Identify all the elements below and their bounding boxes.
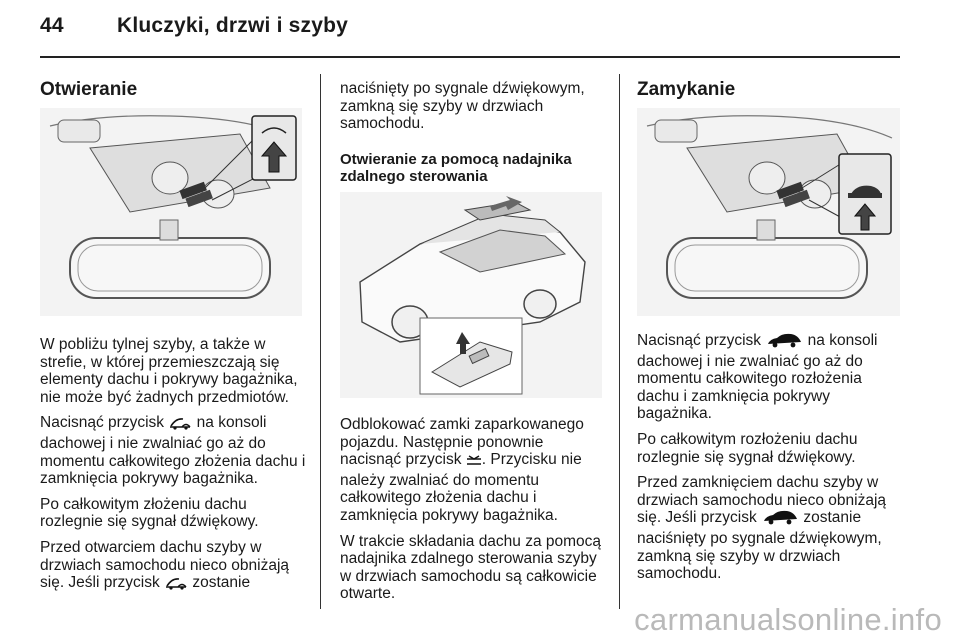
paragraph: W trakcie składania dachu za pomocą nadajnika zdalnego sterowania szyby w drzwiach samochodu są całkowicie otwarte. [340, 532, 602, 603]
overhead-console-open-figure [40, 108, 302, 316]
middle-column-bottom-text [340, 416, 602, 611]
paragraph: Po całkowitym rozłożeniu dachu rozlegnie się sygnał dźwiękowy. [637, 430, 858, 466]
paragraph: Odblokować zamki zaparkowanego pojazdu. Następnie ponownie nacisnąć przycisk . Przycisku nie należy zwalniać do momentu całkowitego złożenia dachu i zamknięcia pokrywy bagażnika. [340, 416, 584, 524]
column-divider-2 [619, 74, 620, 609]
convertible-open-icon [164, 576, 188, 595]
paragraph: Przed otwarciem dachu szyby w drzwiach samochodu nieco obniżają się. Jeśli przycisk zostanie [40, 539, 310, 595]
convertible-closed-icon [765, 332, 803, 353]
section-heading-open: Otwieranie [40, 79, 138, 100]
right-column-text [637, 332, 905, 591]
paragraph: Po całkowitym złożeniu dachu rozlegnie się sygnał dźwiękowy. [40, 495, 259, 531]
overhead-console-close-figure [637, 108, 900, 316]
page-title: Kluczyki, drzwi i szyby [117, 14, 349, 37]
column-divider-1 [320, 74, 321, 609]
watermark: carmanualsonline.info [634, 602, 942, 637]
left-column-text [40, 336, 310, 603]
paragraph: W pobliżu tylnej szyby, a także w strefie, w której przemieszczają się elementy dachu i pokrywy bagażnika, nie może być żadnych przedmiotów. [40, 336, 298, 406]
section-heading-close: Zamykanie [637, 79, 736, 100]
remote-unlock-icon [466, 454, 482, 472]
paragraph: Przed zamknięciem dachu szyby w drzwiach samochodu nieco obniżają się. Jeśli przycisk zostanie naciśnięty po sygnale dźwiękowym, zamkną się szyby w drzwiach samochodu. [637, 474, 887, 583]
paragraph: Nacisnąć przycisk na konsoli dachowej i nie zwalniać go aż do momentu całkowitego złożenia dachu i zamknięcia pokrywy bagażnika. [40, 414, 306, 488]
header-rule [40, 56, 900, 58]
convertible-closed-icon [761, 509, 799, 530]
page-number: 44 [40, 14, 64, 37]
middle-column-top-text [340, 80, 602, 195]
car-remote-figure [340, 192, 602, 398]
paragraph: naciśnięty po sygnale dźwiękowym, zamkną się szyby w drzwiach samochodu. [340, 80, 585, 133]
convertible-open-icon [168, 416, 192, 435]
paragraph: Nacisnąć przycisk na konsoli dachowej i nie zwalniać go aż do momentu całkowitego rozłożenia dachu i zamknięcia pokrywy bagażnika. [637, 332, 878, 423]
subheading-remote-open: Otwieranie za pomocą nadajnika zdalnego sterowania [340, 150, 572, 185]
